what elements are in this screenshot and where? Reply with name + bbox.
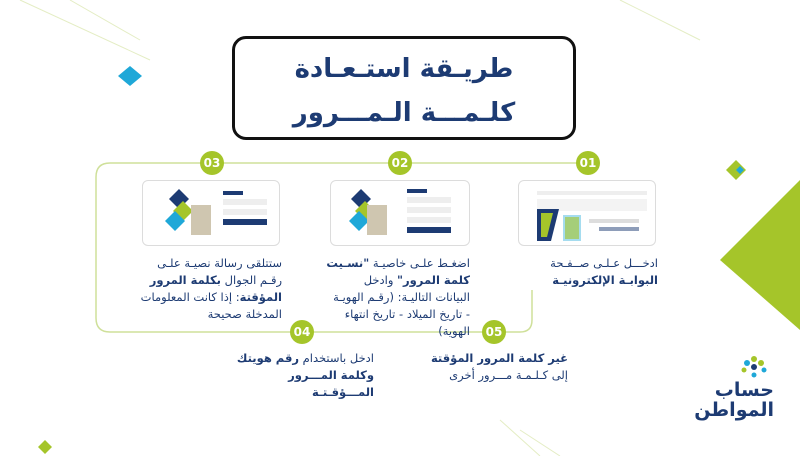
- step-badge-05: 05: [482, 320, 506, 344]
- step-05-text: غير كلمة المرور المؤقتة إلى كـلـمـة مـــرور أخرى: [430, 351, 568, 382]
- portal-screenshot: [518, 180, 656, 246]
- step-04-text: ادخل باستخدام رقم هويتك وكلمة المـــرور المـــؤقـتـة: [236, 351, 374, 399]
- step-badge-03: 03: [200, 151, 224, 175]
- citizen-account-logo: حساب المواطن: [680, 354, 780, 424]
- step-badge-01: 01: [576, 151, 600, 175]
- title-line-1: طريـقة استـعـادة: [294, 54, 514, 84]
- sms-screenshot: [142, 180, 280, 246]
- step-01-text: ادخـــل عـلـى صــفـحة البوابـة الإلكترونيـة: [550, 256, 658, 287]
- forgot-password-screenshot: [330, 180, 470, 246]
- title-line-2: كلـمـــة الـمـــرور: [292, 98, 516, 128]
- title-box: [232, 36, 576, 140]
- step-badge-04: 04: [290, 320, 314, 344]
- step-badge-02: 02: [388, 151, 412, 175]
- step-02-text: اضغـط علـى خاصيـة "نسـيت كلمة المرور" وادخل البيانات التاليـة: (رقـم الهويـة - تاريخ الميلاد - تاريخ انتهاء الهوية): [326, 256, 470, 338]
- step-03-text: ستتلقى رسالة نصيـة علـى رقـم الجوال بكلمة المرور المؤقتة: إذا كانت المعلومات المدخلة صحيحة: [140, 256, 282, 321]
